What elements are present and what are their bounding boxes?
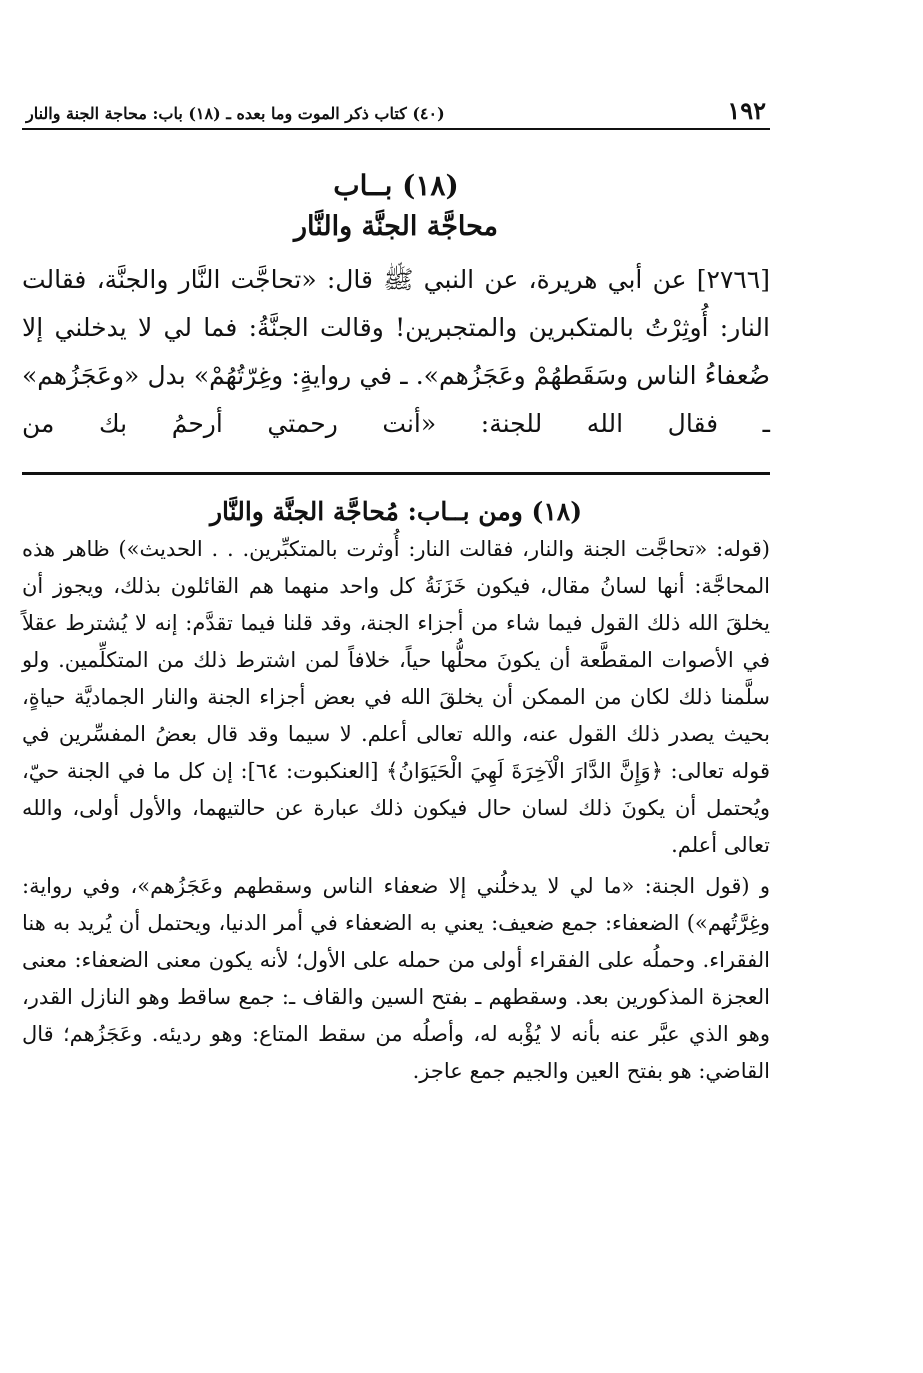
footnote-separator (22, 472, 770, 475)
running-head (22, 96, 770, 130)
commentary-paragraph: و (قول الجنة: «ما لي لا يدخلُني إلا ضعفاء الناس وسقطهم وعَجَزُهم»، وفي رواية: وغِرَّتُهم») الضعفاء: جمع ضعيف: يعني به الضعفاء في أمر الدنيا، ويحتمل أن يُريد به هنا الفقراء. وحملُه على الفقراء أولى من حمله على الأول؛ لأنه يكون معنى الضعفاء: معنى العجزة المذكورين بعد. وسقطهم ـ بفتح السين والقاف ـ: جمع ساقط وهو النازل القدر، وهو الذي عبَّر عنه بأنه لا يُؤْبه له، وأصلُه من سقط المتاع: وهو رديئه. وعَجَزُهم؛ قال القاضي: هو بفتح العين والجيم جمع عاجز. (22, 874, 770, 1083)
chapter-title: محاجَّة الجنَّة والنَّار (293, 211, 499, 242)
hadith-text: [٢٧٦٦] عن أبي هريرة، عن النبي ﷺ قال: «تحاجَّت النَّار والجنَّة، فقالت النار: أُوثِرْتُ بالمتكبرين والمتجبرين! وقالت الجنَّةُ: فما لي لا يدخلني إلا ضُعفاءُ الناس وسَقَطهُمْ وعَجَزُهم». ـ في روايةٍ: وغِرّتُهُمْ» بدل «وعَجَزُهم» ـ فقال الله للجنة: «أنت رحمتي أرحمُ بك من (22, 265, 770, 438)
page (22, 96, 770, 1090)
chapter-number: (١٨) بــاب (333, 169, 459, 202)
page-number: ١٩٢ (727, 96, 766, 125)
commentary-section (22, 493, 770, 1090)
commentary-heading: (١٨) ومن بــاب: مُحاجَّة الجنَّة والنَّار (209, 497, 583, 526)
commentary-paragraph: (قوله: «تحاجَّت الجنة والنار، فقالت النار: أُوثرت بالمتكبِّرين. . . الحديث») ظاهر هذه المحاجَّة: أنها لسانُ مقال، فيكون خَزَنَةُ كل واحد منهما هم القائلون بذلك، ويجوز أن يخلقَ الله ذلك القول فيما شاء من أجزاء الجنة، وقد قلنا فيما تقدَّم: إنه لا يُشترط عقلاً في الأصوات المقطَّعة أن يكونَ محلُّها حياً، خلافاً لمن اشترط ذلك من المتكلِّمين. ولو سلَّمنا ذلك لكان من الممكن أن يخلقَ الله في بعض أجزاء الجنة والنار الجماديَّة حياةٍ، بحيث يصدر ذلك القول عنه، والله تعالى أعلم. لا سيما وقد قال بعضُ المفسِّرين في قوله تعالى: ﴿وَإِنَّ الدَّارَ الْآخِرَةَ لَهِيَ الْحَيَوَانُ﴾ [العنكبوت: ٦٤]: إن كل ما في الجنة حيّ، ويُحتمل أن يكونَ ذلك لسان حال فيكون ذلك عبارة عن حالتيهما، والأول أولى، والله تعالى أعلم. (22, 537, 770, 857)
running-head-title: (٤٠) كتاب ذكر الموت وما بعده ـ (١٨) باب: محاجة الجنة والنار (26, 104, 445, 123)
chapter-heading (22, 166, 770, 248)
